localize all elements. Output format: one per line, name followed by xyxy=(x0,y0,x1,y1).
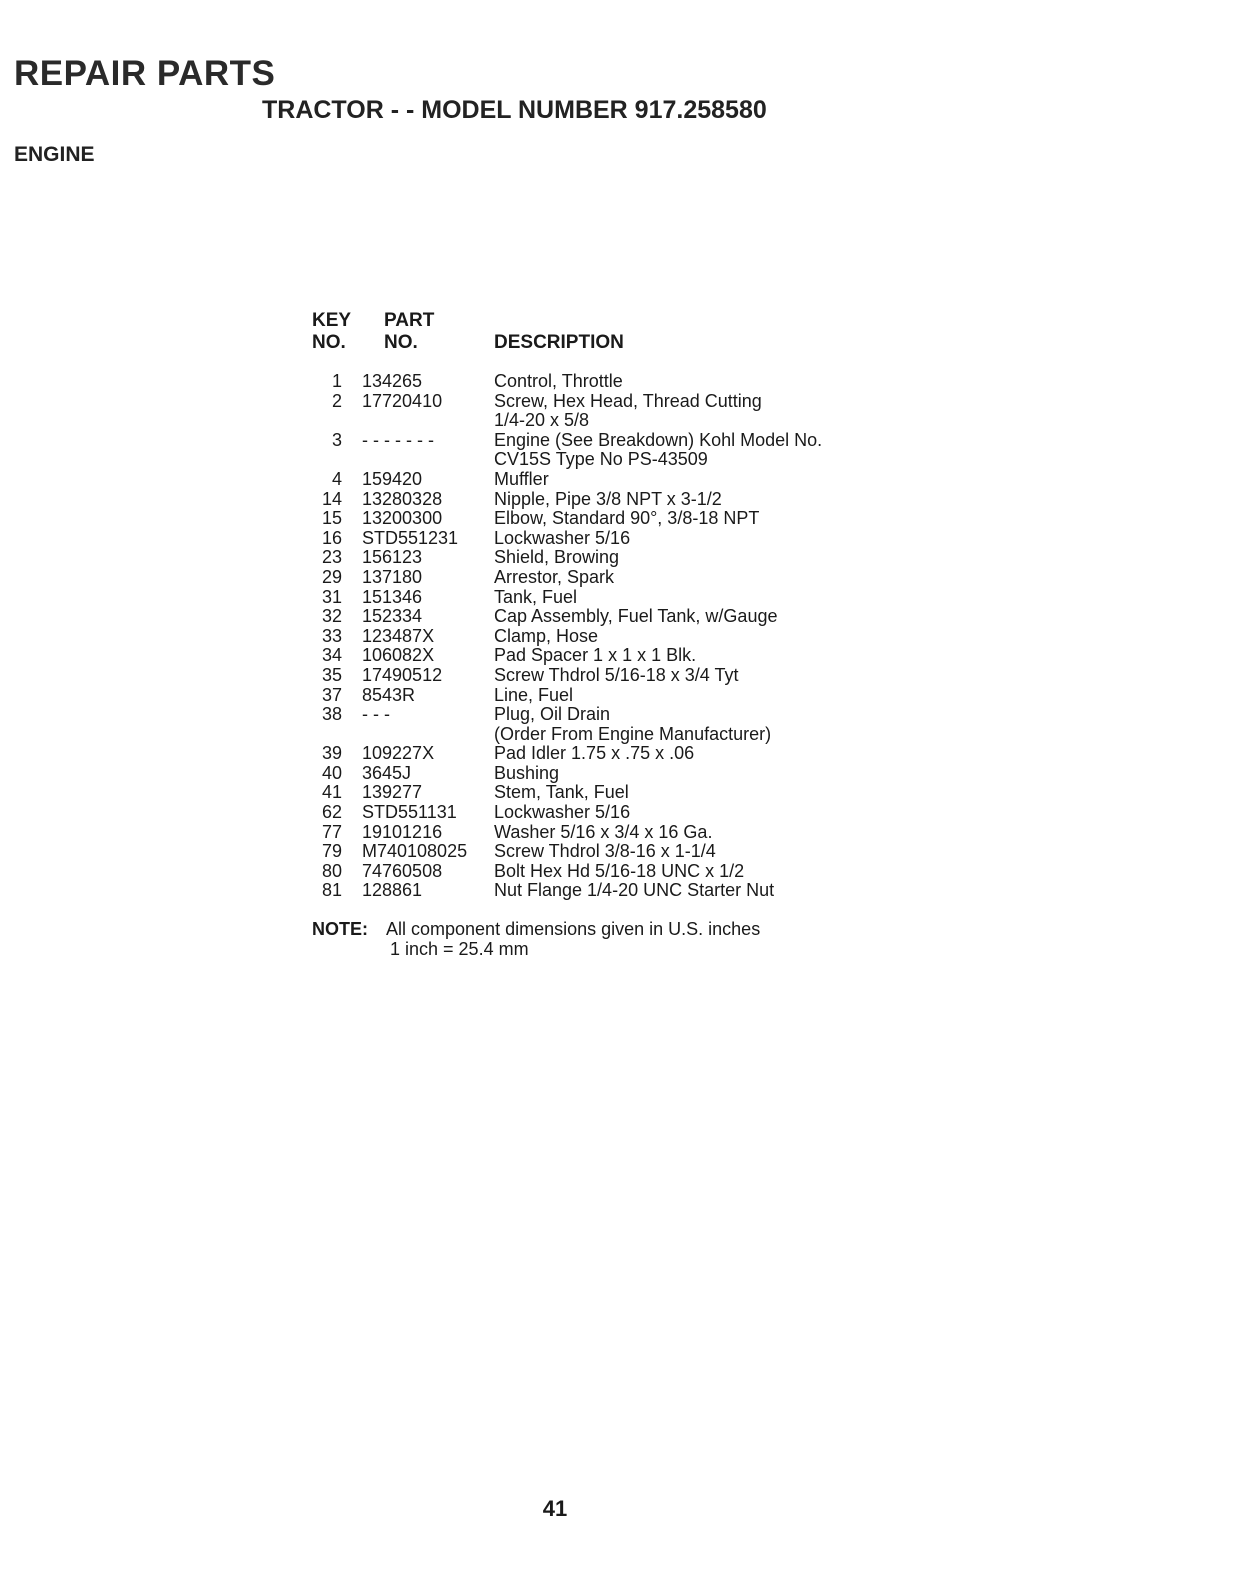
key-no-cell: 37 xyxy=(321,684,342,705)
description-line: Muffler xyxy=(494,468,549,489)
part-no-cell: STD551231 xyxy=(362,527,459,548)
description-line: Bushing xyxy=(494,762,560,783)
description-line: Cap Assembly, Fuel Tank, w/Gauge xyxy=(494,606,778,627)
part-no-cell: 19101216 xyxy=(362,821,443,842)
key-no-cell: 2 xyxy=(331,390,342,411)
key-no-cell: 35 xyxy=(321,664,342,685)
note-line-2: 1 inch = 25.4 mm xyxy=(390,939,529,960)
description-cell xyxy=(480,431,912,470)
part-no-cell: 8543R xyxy=(362,684,416,705)
key-no-cell: 77 xyxy=(321,821,342,842)
part-no-cell: 156123 xyxy=(362,547,423,568)
description-cell xyxy=(480,548,912,568)
table-row xyxy=(312,529,912,549)
description-line: Nut Flange 1/4-20 UNC Starter Nut xyxy=(494,880,775,901)
description-cell xyxy=(480,686,912,706)
description-cell xyxy=(480,764,912,784)
key-no-cell: 38 xyxy=(321,704,342,725)
description-line: 1/4-20 x 5/8 xyxy=(494,410,590,431)
table-row xyxy=(312,568,912,588)
part-no-cell: 128861 xyxy=(362,880,423,901)
parts-rows xyxy=(312,372,912,901)
description-line: Tank, Fuel xyxy=(494,586,578,607)
table-row xyxy=(312,470,912,490)
part-no-cell: 17720410 xyxy=(362,390,443,411)
description-line: Screw, Hex Head, Thread Cutting xyxy=(494,390,762,411)
description-cell xyxy=(480,490,912,510)
key-no-cell: 41 xyxy=(321,782,342,803)
part-no-header-line2: NO. xyxy=(384,332,418,353)
part-no-cell: M740108025 xyxy=(362,841,468,862)
part-no-cell: 151346 xyxy=(362,586,423,607)
description-cell xyxy=(480,666,912,686)
table-row xyxy=(312,686,912,706)
description-line: Pad Spacer 1 x 1 x 1 Blk. xyxy=(494,645,697,666)
description-cell xyxy=(480,744,912,764)
description-cell xyxy=(480,627,912,647)
description-line: Elbow, Standard 90°, 3/8-18 NPT xyxy=(494,508,760,529)
key-no-cell: 31 xyxy=(321,586,342,607)
model-subtitle: TRACTOR - - MODEL NUMBER 917.258580 xyxy=(262,96,767,124)
description-cell xyxy=(480,529,912,549)
key-no-cell: 62 xyxy=(321,802,342,823)
description-line: Bolt Hex Hd 5/16-18 UNC x 1/2 xyxy=(494,860,745,881)
key-no-cell: 3 xyxy=(331,429,342,450)
description-cell xyxy=(480,509,912,529)
description-line: Clamp, Hose xyxy=(494,625,599,646)
description-line: Line, Fuel xyxy=(494,684,574,705)
table-row xyxy=(312,823,912,843)
table-row xyxy=(312,666,912,686)
description-cell xyxy=(480,588,912,608)
key-no-cell: 23 xyxy=(321,547,342,568)
table-row xyxy=(312,509,912,529)
page-number: 41 xyxy=(542,1496,568,1521)
part-no-cell: 139277 xyxy=(362,782,423,803)
description-line: Nipple, Pipe 3/8 NPT x 3-1/2 xyxy=(494,488,722,509)
description-cell xyxy=(480,862,912,882)
part-no-cell: 152334 xyxy=(362,606,423,627)
table-row xyxy=(312,744,912,764)
part-no-header-line1: PART xyxy=(384,310,435,331)
key-no-cell: 16 xyxy=(321,527,342,548)
description-cell xyxy=(480,372,912,392)
parts-list-header xyxy=(312,310,912,372)
key-no-cell: 4 xyxy=(331,468,342,489)
part-no-cell: 17490512 xyxy=(362,664,443,685)
description-cell xyxy=(480,881,912,901)
description-line: Lockwasher 5/16 xyxy=(494,527,631,548)
page-title: REPAIR PARTS xyxy=(14,54,276,93)
description-line: Stem, Tank, Fuel xyxy=(494,782,629,803)
section-title: ENGINE xyxy=(14,143,95,166)
description-line: Control, Throttle xyxy=(494,371,623,391)
description-line: Pad Idler 1.75 x .75 x .06 xyxy=(494,743,695,764)
key-no-cell: 15 xyxy=(321,508,342,529)
part-no-cell: 3645J xyxy=(362,762,412,783)
description-header: DESCRIPTION xyxy=(494,332,624,353)
part-no-cell: 13280328 xyxy=(362,488,443,509)
table-row xyxy=(312,607,912,627)
key-no-cell: 32 xyxy=(321,606,342,627)
table-row xyxy=(312,392,912,431)
note xyxy=(312,919,912,959)
description-cell xyxy=(480,803,912,823)
description-line: Arrestor, Spark xyxy=(494,566,615,587)
key-no-cell: 14 xyxy=(321,488,342,509)
description-cell xyxy=(480,392,912,431)
part-no-cell: 109227X xyxy=(362,743,435,764)
key-no-cell: 33 xyxy=(321,625,342,646)
description-line: Lockwasher 5/16 xyxy=(494,802,631,823)
description-line: Shield, Browing xyxy=(494,547,620,568)
note-line-1: All component dimensions given in U.S. inches xyxy=(386,919,761,940)
key-no-cell: 40 xyxy=(321,762,342,783)
description-cell xyxy=(480,783,912,803)
part-no-cell: 137180 xyxy=(362,566,423,587)
description-cell xyxy=(480,568,912,588)
table-row xyxy=(312,842,912,862)
description-cell xyxy=(480,823,912,843)
table-row xyxy=(312,705,912,744)
description-line: CV15S Type No PS-43509 xyxy=(494,449,708,470)
parts-list xyxy=(312,310,912,959)
description-cell xyxy=(480,842,912,862)
description-cell xyxy=(480,607,912,627)
part-no-cell: 123487X xyxy=(362,625,435,646)
key-no-cell: 39 xyxy=(321,743,342,764)
part-no-cell: 159420 xyxy=(362,468,423,489)
description-cell xyxy=(480,470,912,490)
key-no-header-line1: KEY xyxy=(312,310,352,331)
table-row xyxy=(312,764,912,784)
note-text xyxy=(386,919,760,959)
table-row xyxy=(312,372,912,392)
description-cell xyxy=(480,705,912,744)
key-no-cell: 1 xyxy=(331,371,342,391)
part-no-cell: STD551131 xyxy=(362,802,457,823)
description-line: (Order From Engine Manufacturer) xyxy=(494,723,772,744)
key-no-cell: 29 xyxy=(321,566,342,587)
key-no-header-line2: NO. xyxy=(312,332,346,353)
description-line: Screw Thdrol 5/16-18 x 3/4 Tyt xyxy=(494,664,739,685)
table-row xyxy=(312,627,912,647)
table-row xyxy=(312,862,912,882)
description-line: Plug, Oil Drain xyxy=(494,704,611,725)
part-no-cell: 13200300 xyxy=(362,508,443,529)
table-row xyxy=(312,803,912,823)
table-row xyxy=(312,783,912,803)
part-no-cell: 74760508 xyxy=(362,860,443,881)
key-no-cell: 79 xyxy=(321,841,342,862)
key-no-cell: 81 xyxy=(321,880,342,901)
note-label: NOTE: xyxy=(312,919,368,940)
table-row xyxy=(312,588,912,608)
description-line: Screw Thdrol 3/8-16 x 1-1/4 xyxy=(494,841,716,862)
table-row xyxy=(312,881,912,901)
part-no-cell: 106082X xyxy=(362,645,435,666)
table-row xyxy=(312,490,912,510)
table-row xyxy=(312,646,912,666)
part-no-cell: 134265 xyxy=(362,371,423,391)
key-no-cell: 80 xyxy=(321,860,342,881)
part-no-cell: - - - - - - - xyxy=(362,429,434,450)
description-line: Engine (See Breakdown) Kohl Model No. xyxy=(494,429,823,450)
key-no-cell: 34 xyxy=(321,645,342,666)
table-row xyxy=(312,548,912,568)
description-line: Washer 5/16 x 3/4 x 16 Ga. xyxy=(494,821,713,842)
part-no-cell: - - - xyxy=(362,704,390,725)
table-row xyxy=(312,431,912,470)
description-cell xyxy=(480,646,912,666)
